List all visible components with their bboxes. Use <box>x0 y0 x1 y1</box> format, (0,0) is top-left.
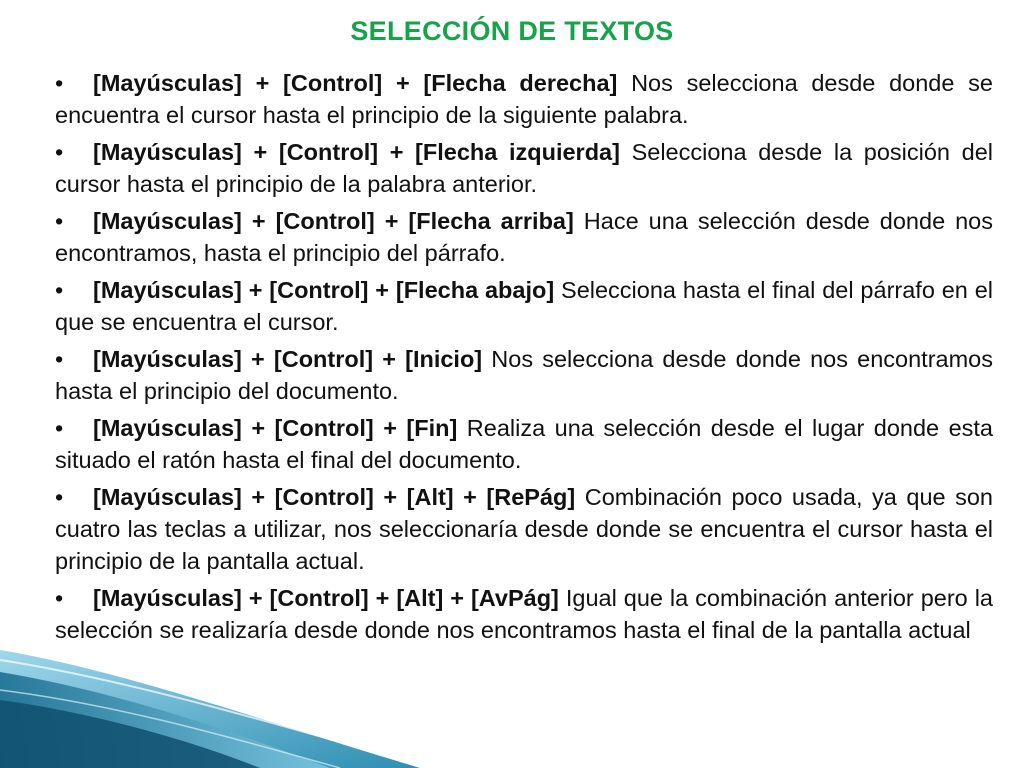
list-item <box>55 205 993 269</box>
shortcut-description: Realiza una selección desde el lugar donde esta situado el ratón hasta el final del documento. <box>55 415 993 473</box>
shortcut-description: Selecciona hasta el final del párrafo en el que se encuentra el cursor. <box>55 277 993 335</box>
list-item <box>55 582 993 646</box>
shortcut-keys: [Mayúsculas] + [Control] + [Flecha abajo] <box>93 277 555 303</box>
bullet-icon: • <box>55 277 64 303</box>
shortcut-keys: [Mayúsculas] + [Control] + [Flecha arriba] <box>93 208 574 234</box>
bullet-icon: • <box>55 415 64 441</box>
bullet-icon: • <box>55 585 64 611</box>
shortcut-keys: [Mayúsculas] + [Control] + [Flecha derecha] <box>93 70 618 96</box>
list-item <box>55 67 993 131</box>
bullet-icon: • <box>55 70 64 96</box>
shortcut-description: Selecciona desde la posición del cursor hasta el principio de la palabra anterior. <box>55 139 993 197</box>
list-item <box>55 343 993 407</box>
shortcut-description: Igual que la combinación anterior pero la selección se realizaría desde donde nos encontramos hasta el final de la pantalla actual <box>55 585 993 643</box>
list-item <box>55 136 993 200</box>
bullet-list <box>55 67 993 651</box>
slide-title: SELECCIÓN DE TEXTOS <box>350 16 674 46</box>
shortcut-keys: [Mayúsculas] + [Control] + [Alt] + [AvPág] <box>93 585 559 611</box>
bullet-icon: • <box>55 484 64 510</box>
bullet-icon: • <box>55 346 64 372</box>
shortcut-keys: [Mayúsculas] + [Control] + [Alt] + [RePág] <box>93 484 576 510</box>
list-item <box>55 412 993 476</box>
shortcut-description: Combinación poco usada, ya que son cuatro las teclas a utilizar, nos seleccionaría desde donde se encuentra el cursor hasta el principio de la pantalla actual. <box>55 484 994 574</box>
list-item <box>55 481 993 577</box>
list-item <box>55 274 993 338</box>
shortcut-keys: [Mayúsculas] + [Control] + [Flecha izquierda] <box>93 139 620 165</box>
shortcut-description: Nos selecciona desde donde se encuentra el cursor hasta el principio de la siguiente palabra. <box>55 70 993 128</box>
shortcut-description: Nos selecciona desde donde nos encontramos hasta el principio del documento. <box>55 346 993 404</box>
bullet-icon: • <box>55 139 64 165</box>
shortcut-description: Hace una selección desde donde nos encontramos, hasta el principio del párrafo. <box>55 208 994 266</box>
shortcut-keys: [Mayúsculas] + [Control] + [Inicio] <box>93 346 483 372</box>
bullet-icon: • <box>55 208 64 234</box>
shortcut-keys: [Mayúsculas] + [Control] + [Fin] <box>93 415 458 441</box>
